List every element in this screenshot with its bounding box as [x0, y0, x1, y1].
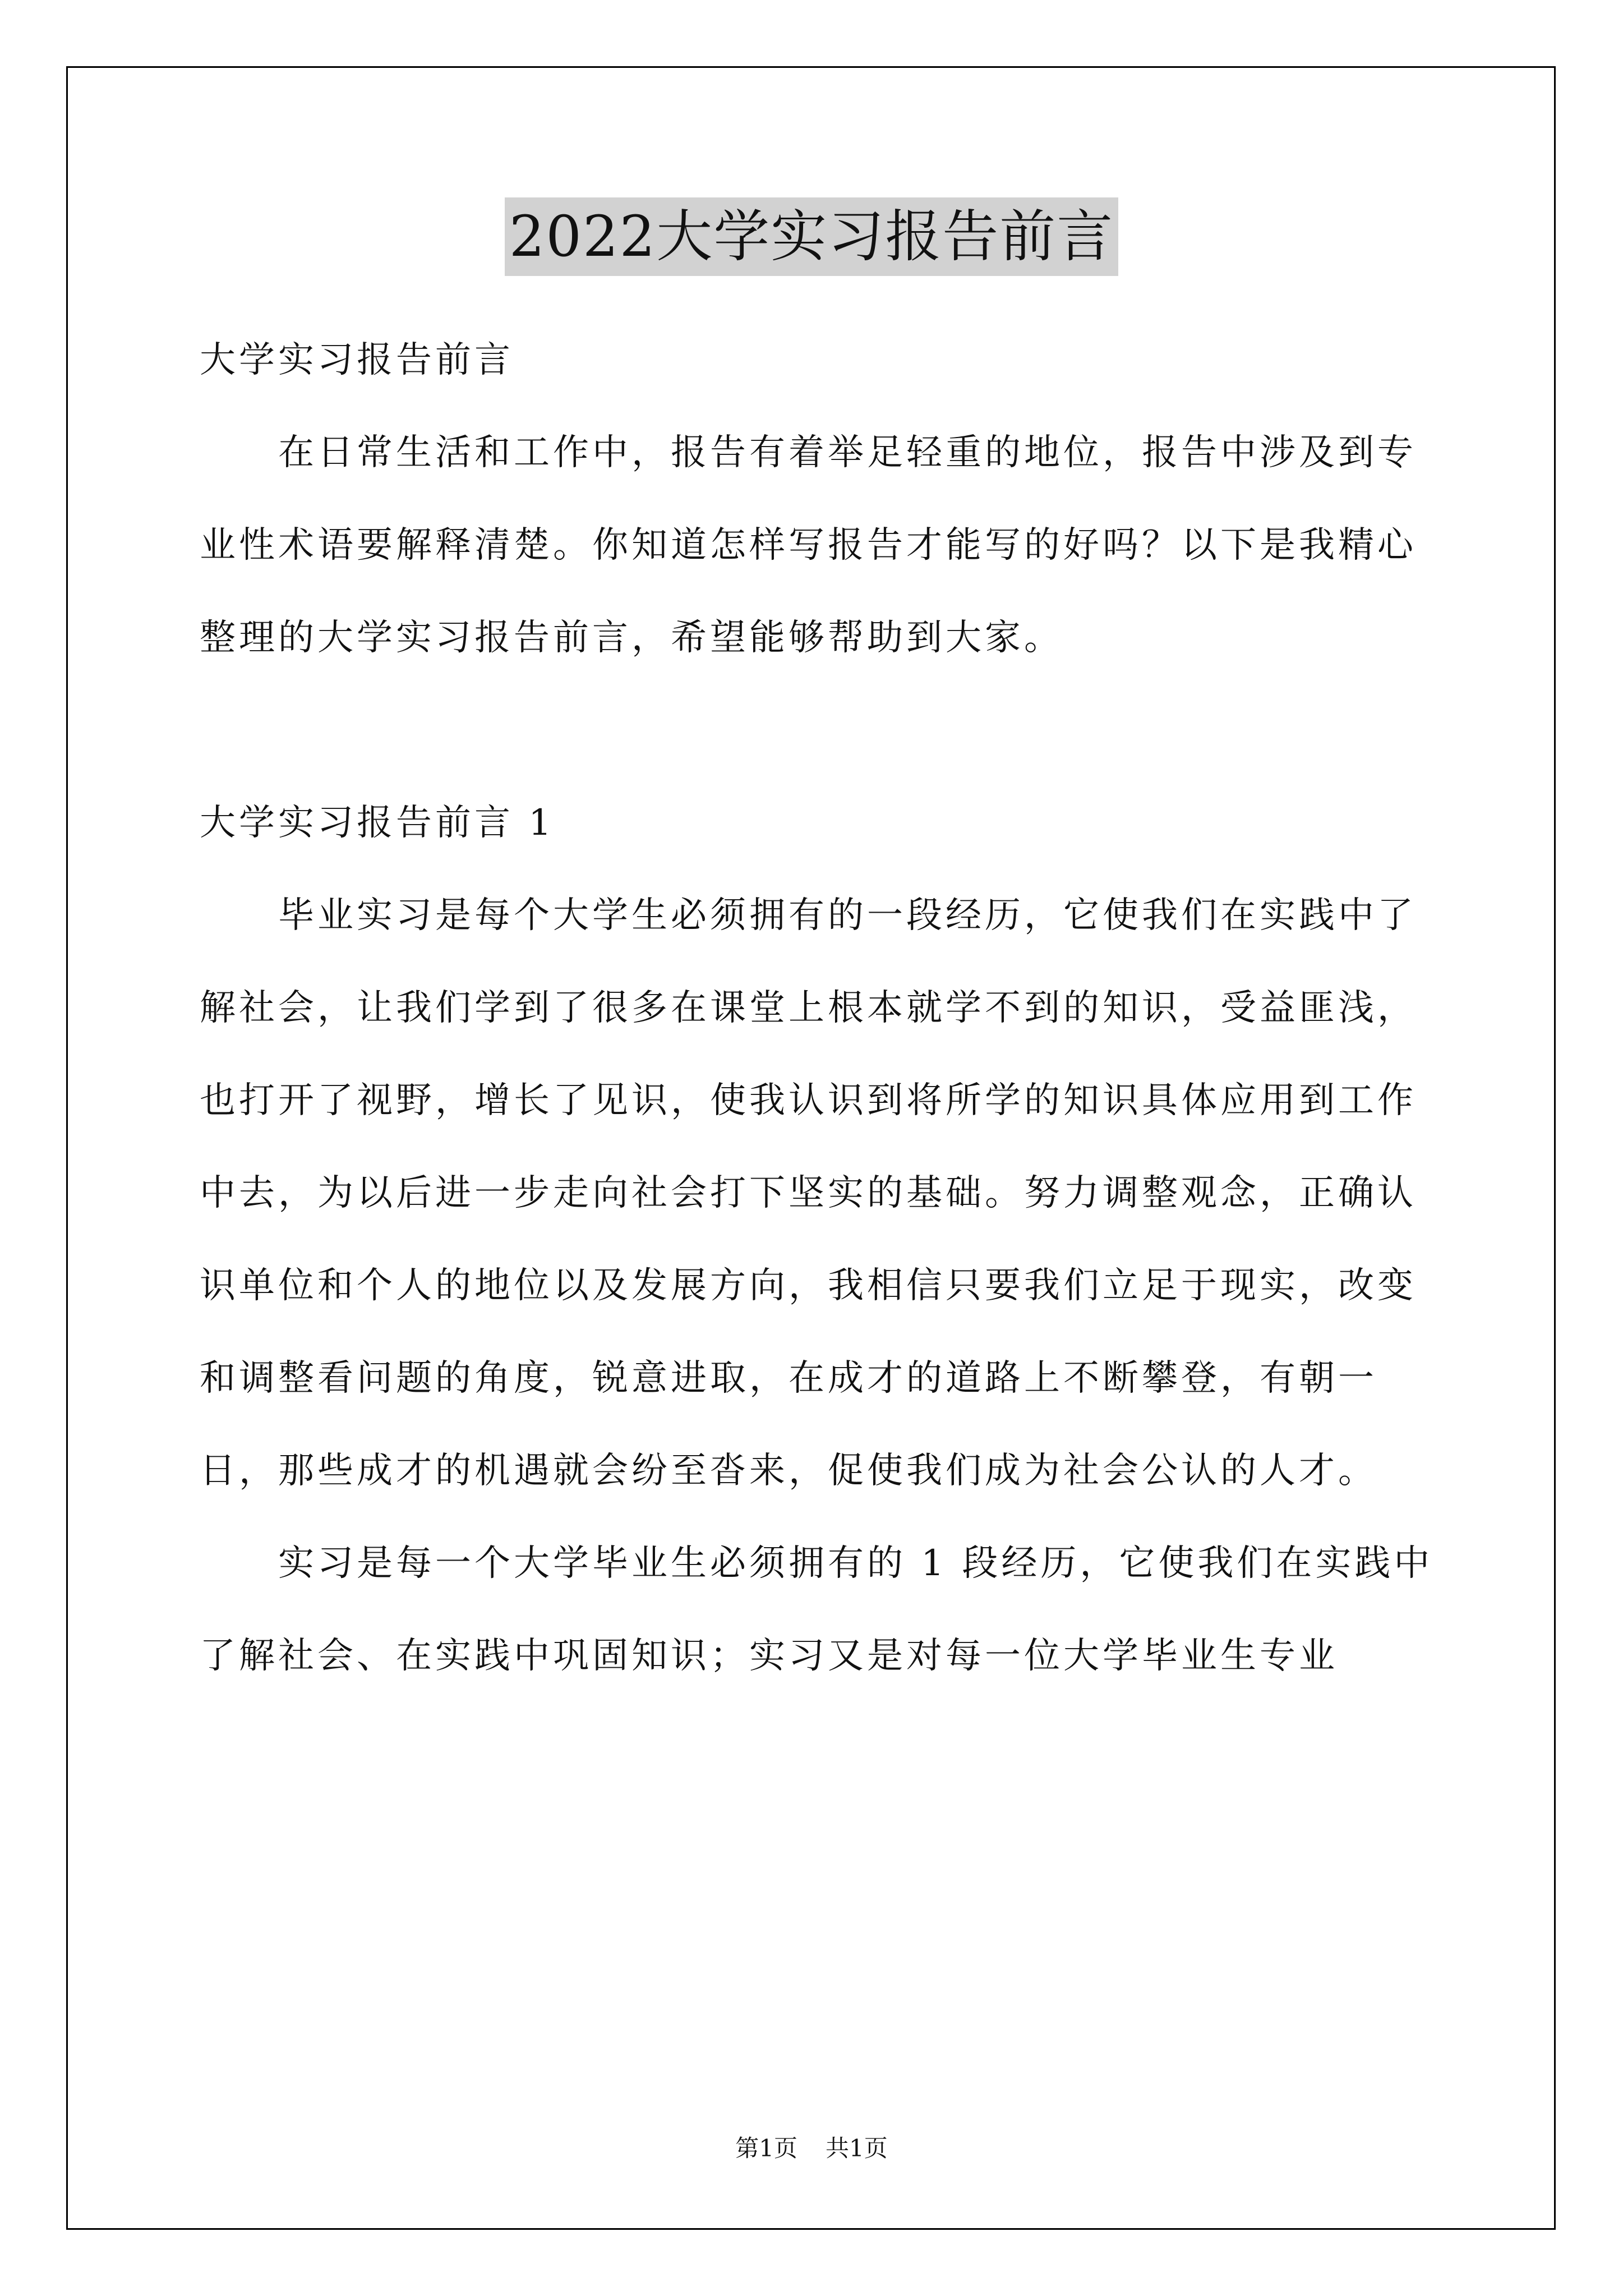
body-paragraph-1: 毕业实习是每个大学生必须拥有的一段经历，它使我们在实践中了解社会，让我们学到了很多在课堂上根本就学不到的知识，受益匪浅，也打开了视野，增长了见识，使我认识到将所学的知识具体应用到工作中去，为以后进一步走向社会打下坚实的基础。努力调整观念，正确认识单位和个人的地位以及发展方向，我相信只要我们立足于现实，改变和调整看问题的角度，锐意进取，在成才的道路上不断攀登，有朝一日，那些成才的机遇就会纷至沓来，促使我们成为社会公认的人才。 — [200, 895, 1417, 1492]
intro-paragraph: 在日常生活和工作中，报告有着举足轻重的地位，报告中涉及到专业性术语要解释清楚。你知道怎样写报告才能写的好吗？以下是我精心整理的大学实习报告前言，希望能够帮助到大家。 — [200, 432, 1417, 659]
body-paragraph-2: 实习是每一个大学毕业生必须拥有的 1 段经历，它使我们在实践中了解社会、在实践中巩固知识；实习又是对每一位大学毕业生专业 — [200, 1543, 1433, 1677]
section-heading: 大学实习报告前言 1 — [200, 802, 555, 844]
paragraph-gap — [200, 684, 1433, 777]
page-footer — [0, 2132, 1623, 2165]
current-page-label: 第1页 — [735, 2134, 797, 2162]
total-pages-label: 共1页 — [826, 2134, 888, 2162]
title-container — [0, 197, 1623, 276]
document-subtitle: 大学实习报告前言 — [200, 339, 514, 381]
document-body — [200, 314, 1433, 1703]
document-title: 2022大学实习报告前言 — [505, 197, 1119, 276]
